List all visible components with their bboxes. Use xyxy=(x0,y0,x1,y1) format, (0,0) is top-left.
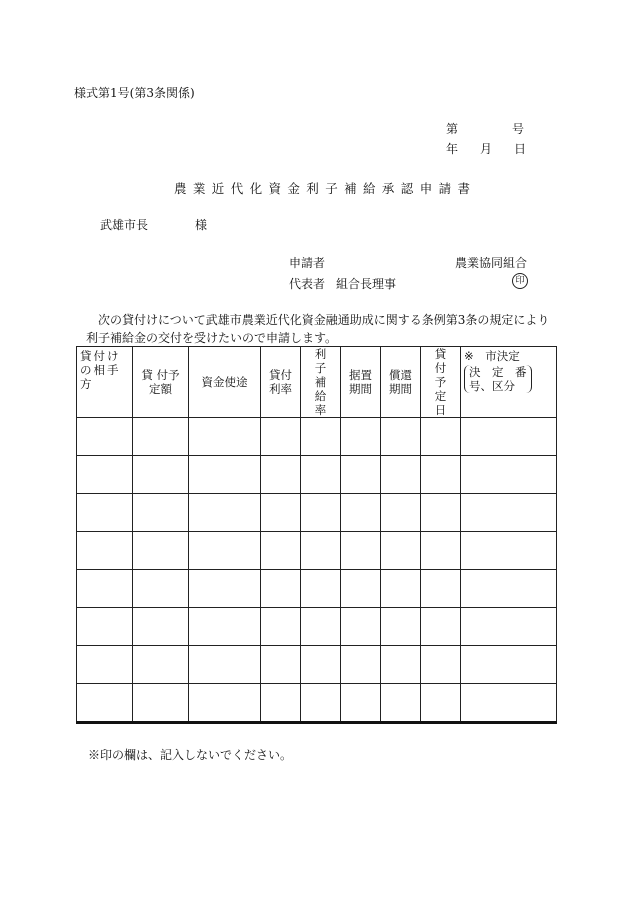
cell-city-decision[interactable] xyxy=(461,532,557,570)
cell-city-decision[interactable] xyxy=(461,646,557,684)
table-row xyxy=(77,608,557,646)
header-repayment-period: 償還期間 xyxy=(381,347,421,418)
body-text-line-2: 利子補給金の交付を受けたいので申請します。 xyxy=(86,331,338,345)
city-only-mark: ※ xyxy=(464,349,474,363)
document-title: 農業近代化資金利子補給承認申請書 xyxy=(174,181,477,196)
cell-use[interactable] xyxy=(189,494,261,532)
cell-repayment[interactable] xyxy=(381,532,421,570)
header-planned-date: 貸付予定日 xyxy=(421,347,461,418)
addressee-honorific: 様 xyxy=(195,218,208,232)
cell-grace[interactable] xyxy=(341,456,381,494)
cell-use[interactable] xyxy=(189,532,261,570)
cell-amount[interactable] xyxy=(133,608,189,646)
cell-city-decision[interactable] xyxy=(461,418,557,456)
header-fund-use: 資金使途 xyxy=(189,347,261,418)
cell-loan-rate[interactable] xyxy=(261,532,301,570)
cell-subsidy-rate[interactable] xyxy=(301,532,341,570)
table-row xyxy=(77,418,557,456)
document-number-unit: 号 xyxy=(512,122,525,136)
cell-recipient[interactable] xyxy=(77,456,133,494)
representative-label: 代表者 xyxy=(289,277,326,291)
cell-city-decision[interactable] xyxy=(461,570,557,608)
cell-use[interactable] xyxy=(189,608,261,646)
cell-repayment[interactable] xyxy=(381,570,421,608)
cell-date[interactable] xyxy=(421,684,461,723)
cell-repayment[interactable] xyxy=(381,684,421,723)
cell-recipient[interactable] xyxy=(77,570,133,608)
cell-city-decision[interactable] xyxy=(461,684,557,723)
cell-amount[interactable] xyxy=(133,532,189,570)
cell-subsidy-rate[interactable] xyxy=(301,570,341,608)
cell-city-decision[interactable] xyxy=(461,494,557,532)
header-loan-rate: 貸付利率 xyxy=(261,347,301,418)
cell-loan-rate[interactable] xyxy=(261,684,301,723)
cell-date[interactable] xyxy=(421,570,461,608)
cell-subsidy-rate[interactable] xyxy=(301,608,341,646)
table-row xyxy=(77,570,557,608)
cell-grace[interactable] xyxy=(341,608,381,646)
cell-city-decision[interactable] xyxy=(461,608,557,646)
cell-use[interactable] xyxy=(189,418,261,456)
seal-mark-icon: 印 xyxy=(512,273,528,289)
header-subsidy-rate: 利子補給率 xyxy=(301,347,341,418)
cell-amount[interactable] xyxy=(133,646,189,684)
body-text-line-1: 次の貸付けについて武雄市農業近代化資金融通助成に関する条例第3条の規定により xyxy=(98,313,550,327)
cell-subsidy-rate[interactable] xyxy=(301,494,341,532)
cell-recipient[interactable] xyxy=(77,418,133,456)
cell-grace[interactable] xyxy=(341,418,381,456)
cell-grace[interactable] xyxy=(341,646,381,684)
cell-use[interactable] xyxy=(189,456,261,494)
table-header-row xyxy=(77,347,557,418)
date-month-label: 月 xyxy=(480,142,493,156)
cell-subsidy-rate[interactable] xyxy=(301,456,341,494)
document-number-label: 第 xyxy=(446,122,459,136)
cell-grace[interactable] xyxy=(341,532,381,570)
cell-repayment[interactable] xyxy=(381,608,421,646)
loan-table xyxy=(76,346,557,724)
table-row xyxy=(77,646,557,684)
header-city-decision: ※ 市決定 決 定 番 号、区分 xyxy=(461,347,557,418)
footnote: ※印の欄は、記入しないでください。 xyxy=(88,748,293,762)
date-day-label: 日 xyxy=(514,142,527,156)
cell-recipient[interactable] xyxy=(77,608,133,646)
cell-loan-rate[interactable] xyxy=(261,418,301,456)
representative-title: 組合長理事 xyxy=(336,277,397,291)
table-row xyxy=(77,684,557,723)
cell-date[interactable] xyxy=(421,646,461,684)
cell-recipient[interactable] xyxy=(77,532,133,570)
form-number: 様式第1号(第3条関係) xyxy=(74,86,195,100)
cell-date[interactable] xyxy=(421,532,461,570)
table-row xyxy=(77,494,557,532)
applicant-organization: 農業協同組合 xyxy=(455,256,528,270)
cell-loan-rate[interactable] xyxy=(261,494,301,532)
cell-grace[interactable] xyxy=(341,494,381,532)
applicant-label: 申請者 xyxy=(289,256,326,270)
cell-loan-rate[interactable] xyxy=(261,570,301,608)
cell-repayment[interactable] xyxy=(381,494,421,532)
cell-repayment[interactable] xyxy=(381,646,421,684)
cell-grace[interactable] xyxy=(341,570,381,608)
table-row xyxy=(77,456,557,494)
cell-grace[interactable] xyxy=(341,684,381,723)
cell-amount[interactable] xyxy=(133,456,189,494)
addressee-name: 武雄市長 xyxy=(100,218,149,232)
cell-subsidy-rate[interactable] xyxy=(301,418,341,456)
cell-recipient[interactable] xyxy=(77,646,133,684)
header-grace-period: 据置期間 xyxy=(341,347,381,418)
cell-loan-rate[interactable] xyxy=(261,456,301,494)
header-planned-amount: 貸 付予定額 xyxy=(133,347,189,418)
cell-date[interactable] xyxy=(421,608,461,646)
cell-use[interactable] xyxy=(189,570,261,608)
cell-amount[interactable] xyxy=(133,684,189,723)
cell-subsidy-rate[interactable] xyxy=(301,646,341,684)
cell-use[interactable] xyxy=(189,684,261,723)
cell-date[interactable] xyxy=(421,494,461,532)
cell-subsidy-rate[interactable] xyxy=(301,684,341,723)
cell-date[interactable] xyxy=(421,418,461,456)
cell-loan-rate[interactable] xyxy=(261,646,301,684)
cell-recipient[interactable] xyxy=(77,494,133,532)
cell-loan-rate[interactable] xyxy=(261,608,301,646)
cell-recipient[interactable] xyxy=(77,684,133,723)
cell-date[interactable] xyxy=(421,456,461,494)
header-loan-recipient: 貸付けの相手方 xyxy=(77,347,133,418)
cell-amount[interactable] xyxy=(133,494,189,532)
cell-use[interactable] xyxy=(189,646,261,684)
cell-amount[interactable] xyxy=(133,570,189,608)
date-year-label: 年 xyxy=(446,142,459,156)
cell-city-decision[interactable] xyxy=(461,456,557,494)
table-row xyxy=(77,532,557,570)
cell-repayment[interactable] xyxy=(381,418,421,456)
decision-number-bracket: 決 定 番 号、区分 xyxy=(464,365,532,393)
cell-repayment[interactable] xyxy=(381,456,421,494)
cell-amount[interactable] xyxy=(133,418,189,456)
